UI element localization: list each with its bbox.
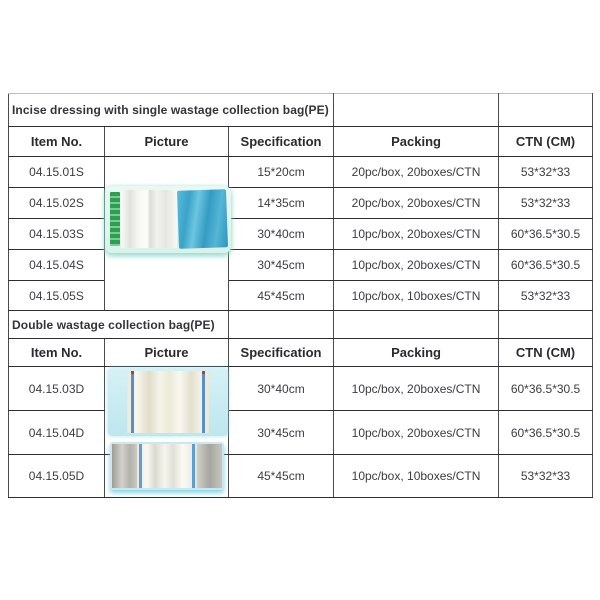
col-header-ctn: CTN (CM)	[499, 339, 593, 367]
col-header-specification: Specification	[229, 127, 334, 157]
section1-title-row	[9, 94, 593, 127]
table-row	[9, 411, 593, 455]
picture-cell	[105, 157, 229, 311]
spec-cell: 30*40cm	[229, 367, 334, 411]
table-row	[9, 157, 593, 188]
spec-cell: 15*20cm	[229, 157, 334, 188]
packing-cell: 10pc/box, 20boxes/CTN	[334, 250, 499, 281]
section1-header-row	[9, 127, 593, 157]
double-wastage-bag-product-photo-2	[110, 442, 224, 490]
packing-cell: 10pc/box, 20boxes/CTN	[334, 219, 499, 250]
blue-incise-film	[177, 189, 228, 249]
ctn-cell: 60*36.5*30.5	[499, 367, 593, 411]
spec-cell: 14*35cm	[229, 188, 334, 219]
packing-cell: 10pc/box, 10boxes/CTN	[334, 455, 499, 498]
table-row	[9, 188, 593, 219]
ctn-cell: 60*36.5*30.5	[499, 250, 593, 281]
ctn-cell: 53*32*33	[499, 188, 593, 219]
product-spec-table	[8, 93, 593, 498]
section2-header-row	[9, 339, 593, 367]
empty-cell	[499, 94, 593, 127]
section1-title: Incise dressing with single wastage collection bag(PE)	[9, 94, 334, 127]
blue-stripe	[131, 371, 134, 433]
col-header-ctn: CTN (CM)	[499, 127, 593, 157]
spec-cell: 30*40cm	[229, 219, 334, 250]
item-no-cell: 04.15.04S	[9, 250, 105, 281]
item-no-cell: 04.15.05S	[9, 281, 105, 311]
spec-cell: 45*45cm	[229, 281, 334, 311]
cream-bag-fold	[127, 371, 209, 433]
picture-cell	[105, 455, 229, 498]
col-header-packing: Packing	[334, 339, 499, 367]
section2-title-row	[9, 311, 593, 339]
incise-dressing-product-photo	[105, 186, 231, 253]
blue-stripe	[202, 371, 205, 433]
empty-cell	[334, 311, 499, 339]
empty-cell	[229, 311, 334, 339]
col-header-picture: Picture	[105, 127, 229, 157]
ctn-cell: 53*32*33	[499, 281, 593, 311]
gray-bag-panel	[112, 444, 137, 488]
col-header-packing: Packing	[334, 127, 499, 157]
green-release-liner	[110, 192, 120, 246]
gray-bag-panel	[197, 444, 222, 488]
section2-title: Double wastage collection bag(PE)	[9, 311, 229, 339]
table-row	[9, 250, 593, 281]
white-bag-fold	[137, 444, 197, 488]
white-drape-fold	[121, 190, 177, 248]
item-no-cell: 04.15.03D	[9, 367, 105, 411]
table-row	[9, 367, 593, 411]
table-row	[9, 281, 593, 311]
col-header-item-no: Item No.	[9, 339, 105, 367]
col-header-specification: Specification	[229, 339, 334, 367]
packing-cell: 10pc/box, 20boxes/CTN	[334, 411, 499, 455]
packing-cell: 10pc/box, 10boxes/CTN	[334, 281, 499, 311]
item-no-cell: 04.15.05D	[9, 455, 105, 498]
spec-cell: 30*45cm	[229, 411, 334, 455]
packing-cell: 10pc/box, 20boxes/CTN	[334, 367, 499, 411]
item-no-cell: 04.15.02S	[9, 188, 105, 219]
empty-cell	[334, 94, 499, 127]
empty-cell	[499, 311, 593, 339]
item-no-cell: 04.15.04D	[9, 411, 105, 455]
table-row	[9, 455, 593, 498]
ctn-cell: 53*32*33	[499, 157, 593, 188]
item-no-cell: 04.15.03S	[9, 219, 105, 250]
spec-cell: 45*45cm	[229, 455, 334, 498]
col-header-picture: Picture	[105, 339, 229, 367]
double-wastage-bag-product-photo-1	[108, 368, 228, 436]
item-no-cell: 04.15.01S	[9, 157, 105, 188]
blue-stripe	[192, 444, 195, 488]
ctn-cell: 53*32*33	[499, 455, 593, 498]
packing-cell: 20pc/box, 20boxes/CTN	[334, 188, 499, 219]
blue-stripe	[139, 444, 142, 488]
packing-cell: 20pc/box, 20boxes/CTN	[334, 157, 499, 188]
col-header-item-no: Item No.	[9, 127, 105, 157]
ctn-cell: 60*36.5*30.5	[499, 219, 593, 250]
table-row	[9, 219, 593, 250]
spec-cell: 30*45cm	[229, 250, 334, 281]
ctn-cell: 60*36.5*30.5	[499, 411, 593, 455]
